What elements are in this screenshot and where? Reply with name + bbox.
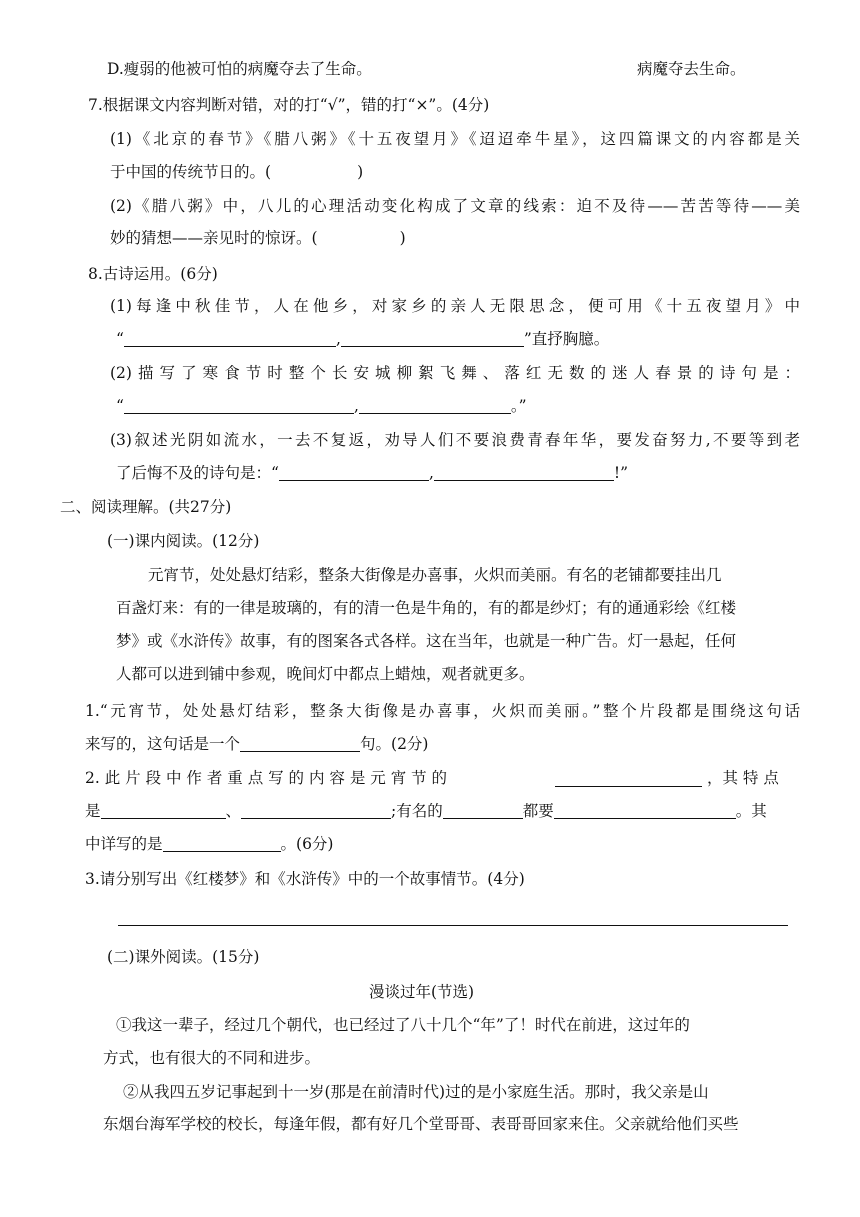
q7-item1-line2	[110, 162, 363, 182]
s2-q2-blank-4[interactable]	[443, 803, 523, 819]
passage-line-3: 梦》或《水浒传》故事，有的图案各式各样。这在当年，也就是一种广告。灯一悬起，任何	[116, 632, 737, 650]
s2-q2-line2-tail: 。其	[735, 802, 767, 820]
s2-q1-line1: 1.“元宵节，处处悬灯结彩，整条大街像是办喜事，火炽而美丽。”整个片段都是围绕这句话	[85, 702, 800, 720]
q8-item1-line1: (1)每逢中秋佳节，人在他乡，对家乡的亲人无限思念，便可用《十五夜望月》中	[110, 297, 800, 315]
q8-title: 8.古诗运用。(6分)	[88, 265, 218, 283]
s2-q1-tail: 句。(2分)	[360, 735, 429, 753]
para2-line2: 东烟台海军学校的校长，每逢年假，都有好几个堂哥哥、表哥哥回家来住。父亲就给他们买些	[103, 1115, 739, 1133]
part2-title: (二)课外阅读。(15分)	[107, 948, 260, 966]
q7-item2-line1: (2)《腊八粥》中，八儿的心理活动变化构成了文章的线索：迫不及待——苦苦等待——美	[110, 197, 800, 215]
q8-item1-line2	[116, 329, 609, 349]
open-quote: “	[116, 330, 124, 348]
s2-q1-blank[interactable]	[240, 736, 360, 752]
s2-q2-blank-1[interactable]	[555, 771, 702, 787]
passage-line-4: 人都可以进到铺中参观，晚间灯中都点上蜡烛，观者就更多。	[116, 665, 535, 683]
separator: 、	[225, 802, 242, 820]
q8-item3-blank-2[interactable]	[434, 465, 614, 481]
q8-item2-tail: 。”	[510, 397, 527, 415]
s2-q2-line1-tail: ，其 特 点	[707, 769, 779, 787]
q7-item2-text: 妙的猜想——亲见时的惊讶。(	[110, 229, 318, 247]
section2-title: 二、阅读理解。(共27分)	[60, 498, 232, 516]
q7-item2-line2	[110, 228, 406, 248]
para1-line1: ①我这一辈子，经过几个朝代，也已经过了八十几个“年”了！时代在前进，这过年的	[116, 1016, 690, 1034]
q7-item1-line1: (1)《北京的春节》《腊八粥》《十五夜望月》《迢迢牵牛星》，这四篇课文的内容都是关	[110, 130, 800, 148]
s2-q2-line1	[85, 768, 447, 788]
s2-q3: 3.请分别写出《红楼梦》和《水浒传》中的一个故事情节。(4分)	[85, 870, 525, 888]
separator: 都要	[522, 802, 554, 820]
q8-item1-blank-2[interactable]	[341, 331, 524, 347]
s2-q2-head: 2. 此 片 段 中 作 者 重 点 写 的 内 容 是 元 宵 节 的	[85, 769, 448, 787]
s2-q1-head: 来写的，这句话是一个	[85, 735, 241, 753]
separator: ;有名的	[391, 802, 443, 820]
para1-line2: 方式，也有很大的不同和进步。	[103, 1049, 321, 1067]
comma: ,	[428, 464, 434, 482]
q7-title: 7.根据课文内容判断对错，对的打“√”，错的打“×”。(4分)	[88, 96, 490, 114]
s2-q2-blank-3[interactable]	[241, 803, 391, 819]
s2-q1-line2	[85, 734, 428, 754]
q7-item1-text: 于中国的传统节日的。(	[110, 163, 272, 181]
comma: ,	[353, 397, 359, 415]
passage-line-1: 元宵节，处处悬灯结彩，整条大街像是办喜事，火炽而美丽。有名的老铺都要挂出几	[148, 566, 722, 584]
q6-option-d: D.瘦弱的他被可怕的病魔夺去了生命。	[107, 60, 372, 78]
q8-item3-line2	[116, 463, 628, 483]
q8-item3-blank-1[interactable]	[279, 465, 429, 481]
q8-item2-blank-1[interactable]	[124, 398, 354, 414]
s2-q2-blank-6[interactable]	[163, 836, 281, 852]
q7-item2-close-paren: )	[399, 229, 406, 247]
s2-q2-line2	[85, 801, 767, 821]
s2-q2-line2-head: 是	[85, 802, 101, 820]
q8-item1-tail: ”直抒胸臆。	[523, 330, 610, 348]
s2-q2-line3-head: 中详写的是	[85, 835, 163, 853]
s2-q2-line3	[85, 834, 333, 854]
comma: ,	[335, 330, 341, 348]
s2-q2-blank-2[interactable]	[101, 803, 226, 819]
q8-item2-line1: (2)描写了寒食节时整个长安城柳絮飞舞、落红无数的迷人春景的诗句是：	[110, 364, 800, 382]
q8-item3-line1: (3)叙述光阴如流水，一去不复返，劝导人们不要浪费青春年华，要发奋努力,不要等到老	[110, 431, 800, 449]
q6-option-d-answer: 病魔夺去生命。	[637, 60, 746, 78]
passage-line-2: 百盏灯来：有的一律是玻璃的，有的清一色是牛角的，有的都是纱灯；有的通通彩绘《红楼	[116, 599, 737, 617]
s2-q2-blank-5[interactable]	[554, 803, 736, 819]
article-title: 漫谈过年(节选)	[369, 983, 475, 1001]
s2-q2-line3-tail: 。(6分)	[280, 835, 334, 853]
q8-item3-head: 了后悔不及的诗句是：“	[116, 464, 279, 482]
q8-item2-line2	[116, 396, 527, 416]
part1-title: (一)课内阅读。(12分)	[107, 532, 260, 550]
para2-line1: ②从我四五岁记事起到十一岁(那是在前清时代)过的是小家庭生活。那时，我父亲是山	[123, 1083, 709, 1101]
q7-item1-close-paren: )	[357, 163, 364, 181]
q8-item1-blank-1[interactable]	[124, 331, 336, 347]
q8-item3-tail: !”	[613, 464, 629, 482]
q8-item2-blank-2[interactable]	[359, 398, 511, 414]
open-quote: “	[116, 397, 124, 415]
s2-q3-answer-line[interactable]	[118, 925, 788, 926]
